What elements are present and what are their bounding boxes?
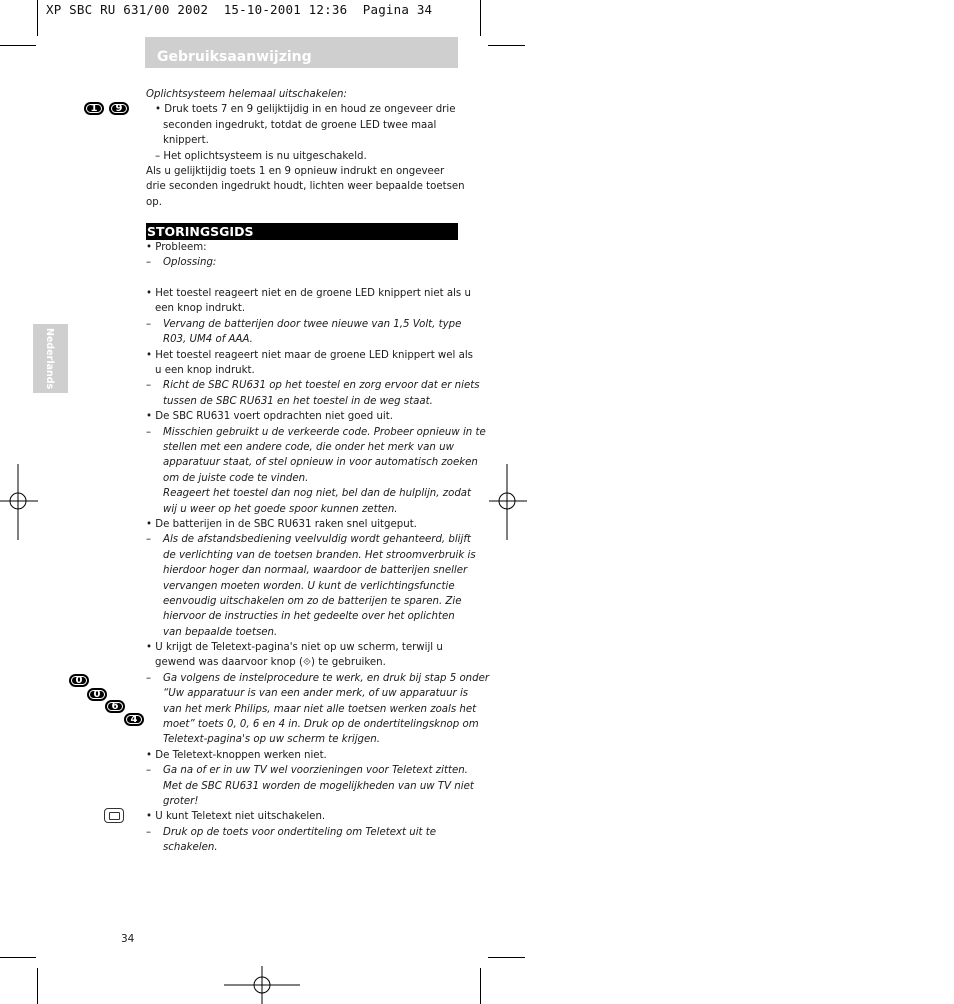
legend-problem: • Probleem: <box>146 242 207 253</box>
solution-row <box>146 486 472 501</box>
key-1-icon: 1 <box>84 102 104 115</box>
page-number: 34 <box>121 933 135 945</box>
solution-line: om de juiste code te vinden. <box>163 472 309 484</box>
solution-line: apparatuur staat, of stel opnieuw in voor automatisch zoeken <box>163 457 478 469</box>
solution-row <box>146 763 468 778</box>
key-4-icon: 4 <box>124 713 144 726</box>
solution-line: Teletext-pagina's op uw scherm te krijgen. <box>163 734 380 746</box>
registration-mark-right <box>487 464 527 540</box>
legend-block <box>146 240 461 271</box>
solution-row <box>146 394 461 409</box>
solution-line: “Uw apparatuur is van een ander merk, of uw apparatuur is <box>163 688 469 700</box>
solution-line: Druk op de toets voor ondertiteling om Teletext uit te <box>163 826 437 838</box>
solution-line: eenvoudig uitschakelen om zo de batterijen te sparen. Zie <box>163 595 462 607</box>
solution-row <box>146 794 461 809</box>
crop-mark <box>0 957 36 958</box>
solution-line: van het merk Philips, maar niet alle toetsen werken zoals het <box>163 703 477 715</box>
intro-bullet-line: knippert. <box>163 135 209 147</box>
problem-line: • Het toestel reageert niet en de groene LED knippert niet als u <box>146 288 471 299</box>
solution-line: Richt de SBC RU631 op het toestel en zorg ervoor dat er niets <box>163 380 480 392</box>
intro-heading: Oplichtsysteem helemaal uitschakelen: <box>146 89 347 100</box>
header-bar <box>145 37 458 68</box>
solution-row <box>146 779 474 794</box>
key-9-icon: 9 <box>109 102 129 115</box>
solution-row <box>146 594 461 609</box>
solution-line: tussen de SBC RU631 en het toestel in de weg staat. <box>163 395 433 407</box>
solution-line: hiervoor de instructies in het gedeelte over het oplichten <box>163 611 455 623</box>
crop-mark <box>37 968 38 1004</box>
problem-line: • De batterijen in de SBC RU631 raken snel uitgeput. <box>146 518 417 530</box>
solution-row <box>146 548 476 563</box>
problem-line: • Het toestel reageert niet maar de groene LED knippert wel als <box>146 349 473 361</box>
crop-mark <box>488 45 525 46</box>
solution-line: Als de afstandsbediening veelvuldig wordt gehanteerd, blijft <box>163 534 471 546</box>
solution-row <box>146 425 486 440</box>
solution-line: schakelen. <box>163 842 218 854</box>
solution-line: Reageert het toestel dan nog niet, bel dan de hulplijn, zodat <box>163 488 472 500</box>
solution-line: groter! <box>163 796 199 808</box>
intro-paragraph-line: op. <box>146 196 162 208</box>
legend-dash: – <box>146 257 152 269</box>
solution-dash: – <box>146 534 152 546</box>
legend-solution: Oplossing: <box>163 257 217 269</box>
solution-line: R03, UM4 of AAA. <box>163 334 253 346</box>
solution-row <box>146 686 469 701</box>
solution-line: Ga na of er in uw TV wel voorzieningen voor Teletext zitten. <box>163 765 468 777</box>
registration-mark-bottom <box>224 966 300 1004</box>
problem-line: een knop indrukt. <box>155 303 246 315</box>
solution-line: Misschien gebruikt u de verkeerde code. Probeer opnieuw in te <box>163 426 486 438</box>
solution-row <box>146 455 478 470</box>
solution-line: hierdoor hoger dan normaal, waardoor de batterijen sneller <box>163 565 468 577</box>
solution-row <box>146 732 461 747</box>
solution-row <box>146 671 490 686</box>
problem-line: • De Teletext-knoppen werken niet. <box>146 749 327 761</box>
problem-line: • De SBC RU631 voert opdrachten niet goed uit. <box>146 411 393 423</box>
section-heading-bar <box>146 223 458 240</box>
print-slug: XP SBC RU 631/00 2002 15-10-2001 12:36 Pagina 34 <box>46 2 433 17</box>
language-label: Nederlands <box>44 328 55 390</box>
problem-line: • U kunt Teletext niet uitschakelen. <box>146 811 326 823</box>
problem-line: • U krijgt de Teletext-pagina's niet op uw scherm, terwijl u <box>146 642 443 654</box>
key-6-icon: 6 <box>105 700 125 713</box>
solution-row <box>146 532 471 547</box>
solution-row <box>146 563 468 578</box>
solution-dash: – <box>146 426 152 438</box>
crop-mark <box>480 968 481 1004</box>
subtitle-key-icon <box>104 808 124 823</box>
solution-row <box>146 840 461 855</box>
solution-dash: – <box>146 380 152 392</box>
solution-row <box>146 609 461 624</box>
solution-line: Met de SBC RU631 worden de mogelijkheden van uw TV niet <box>163 780 474 792</box>
intro-block <box>146 87 465 210</box>
solution-row <box>146 717 479 732</box>
solution-row <box>146 471 461 486</box>
solution-line: de verlichting van de toetsen branden. Het stroomverbruik is <box>163 549 476 561</box>
solution-line: van bepaalde toetsen. <box>163 626 278 638</box>
intro-paragraph-line: drie seconden ingedrukt houdt, lichten weer bepaalde toetsen <box>146 181 465 193</box>
solution-row <box>146 378 480 393</box>
solution-row <box>146 440 461 455</box>
intro-dash-line: – Het oplichtsysteem is nu uitgeschakeld. <box>155 150 367 162</box>
problem-line: gewend was daarvoor knop (⟐) te gebruiken. <box>155 657 386 669</box>
solution-row <box>146 317 461 332</box>
intro-paragraph-line: Als u gelijktijdig toets 1 en 9 opnieuw indrukt en ongeveer <box>146 166 445 178</box>
solution-line: Ga volgens de instelprocedure te werk, en druk bij stap 5 onder <box>163 672 490 684</box>
solution-dash: – <box>146 826 152 838</box>
intro-bullet-line: • Druk toets 7 en 9 gelijktijdig in en houd ze ongeveer drie <box>155 104 456 116</box>
crop-mark <box>0 45 36 46</box>
crop-mark <box>37 0 38 36</box>
troubleshooting-list <box>146 286 490 856</box>
solution-line: vervangen moeten worden. U kunt de verlichtingsfunctie <box>163 580 455 592</box>
intro-bullet-line: seconden ingedrukt, totdat de groene LED twee maal <box>163 119 437 131</box>
header-title: Gebruiksaanwijzing <box>157 49 312 65</box>
crop-mark <box>480 0 481 36</box>
solution-line: stellen met een andere code, die onder het merk van uw <box>163 441 454 453</box>
solution-line: wij u weer op het goede spoor kunnen zetten. <box>163 503 398 515</box>
language-side-tab <box>33 324 68 393</box>
solution-dash: – <box>146 672 152 684</box>
section-title: STORINGSGIDS <box>147 224 254 239</box>
solution-row <box>146 825 461 840</box>
solution-row <box>146 625 461 640</box>
key-0-icon: 0 <box>87 688 107 701</box>
crop-mark <box>488 957 525 958</box>
key-0-icon: 0 <box>69 674 89 687</box>
solution-line: Vervang de batterijen door twee nieuwe van 1,5 Volt, type <box>163 318 462 330</box>
registration-mark-left <box>0 464 40 540</box>
problem-line: u een knop indrukt. <box>155 365 255 376</box>
solution-row <box>146 702 477 717</box>
solution-line: moet” toets 0, 0, 6 en 4 in. Druk op de ondertitelingsknop om <box>163 719 479 731</box>
solution-row <box>146 502 461 517</box>
solution-dash: – <box>146 765 152 777</box>
solution-row <box>146 332 461 347</box>
solution-dash: – <box>146 318 152 330</box>
solution-row <box>146 579 461 594</box>
